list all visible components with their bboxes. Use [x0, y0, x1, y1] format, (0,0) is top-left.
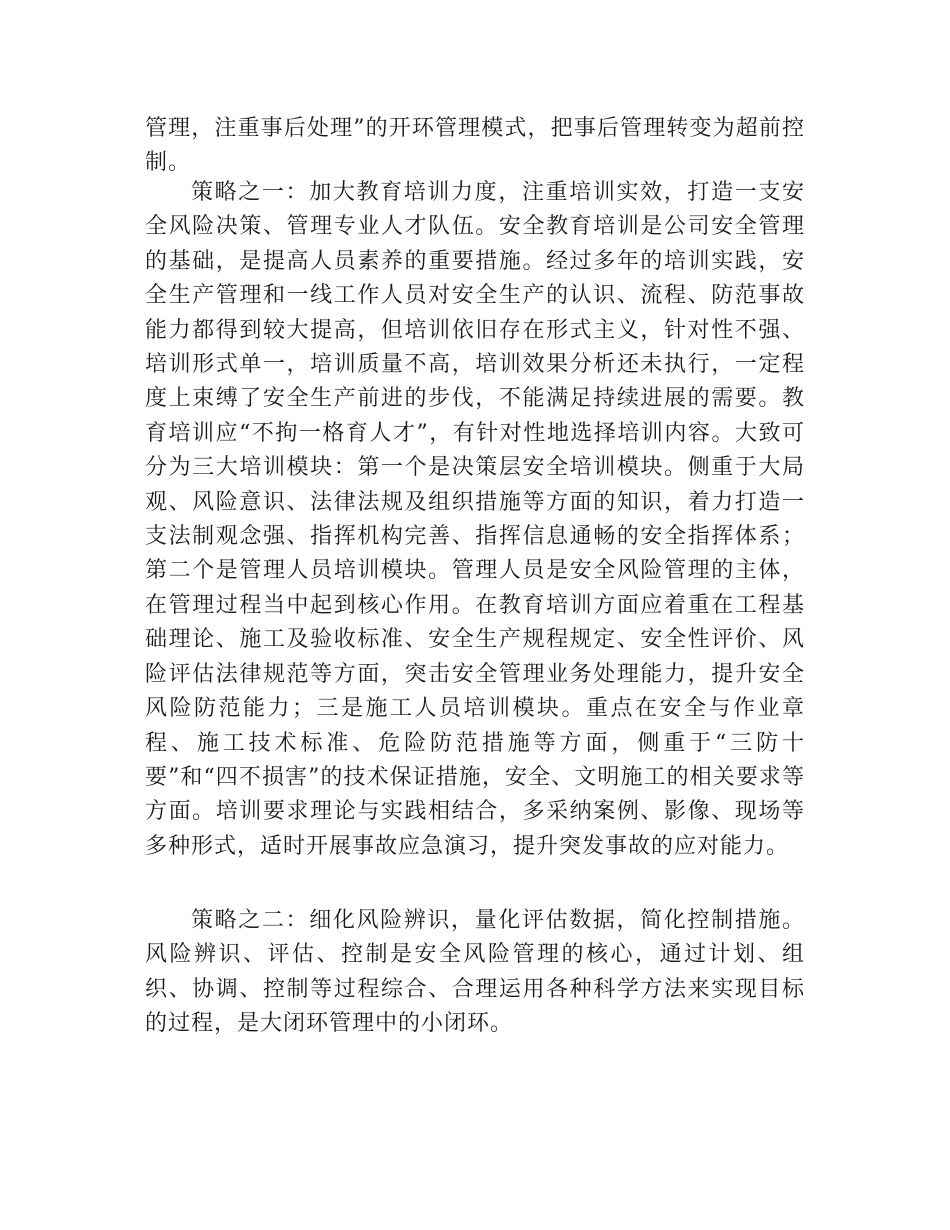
paragraph-strategy-one: 策略之一：加大教育培训力度，注重培训实效，打造一支安全风险决策、管理专业人才队伍。安全教育培训是公司安全管理的基础，是提高人员素养的重要措施。经过多年的培训实践，安全生产管理和一线工作人员对安全生产的认识、流程、防范事故能力都得到较大提高，但培训依旧存在形式主义，针对性不强、培训形式单一，培训质量不高，培训效果分析还未执行，一定程度上束缚了安全生产前进的步伐，不能满足持续进展的需要。教育培训应“不拘一格育人才”，有针对性地选择培训内容。大致可分为三大培训模块：第一个是决策层安全培训模块。侧重于大局观、风险意识、法律法规及组织措施等方面的知识，着力打造一支法制观念强、指挥机构完善、指挥信息通畅的安全指挥体系；第二个是管理人员培训模块。管理人员是安全风险管理的主体，在管理过程当中起到核心作用。在教育培训方面应着重在工程基础理论、施工及验收标准、安全生产规程规定、安全性评价、风险评估法律规范等方面，突击安全管理业务处理能力，提升安全风险防范能力；三是施工人员培训模块。重点在安全与作业章程、施工技术标准、危险防范措施等方面，侧重于“三防十要”和“四不损害”的技术保证措施，安全、文明施工的相关要求等方面。培训要求理论与实践相结合，多采纳案例、影像、现场等多种形式，适时开展事故应急演习，提升突发事故的应对能力。 [145, 180, 805, 859]
paragraph-continuation: 管理，注重事后处理”的开环管理模式，把事后管理转变为超前控制。 [145, 116, 805, 176]
paragraph-strategy-two: 策略之二：细化风险辨识，量化评估数据，简化控制措施。风险辨识、评估、控制是安全风险管理的核心，通过计划、组织、协调、控制等过程综合、合理运用各种科学方法来实现目标的过程，是大闭环管理中的小闭环。 [145, 908, 805, 1037]
